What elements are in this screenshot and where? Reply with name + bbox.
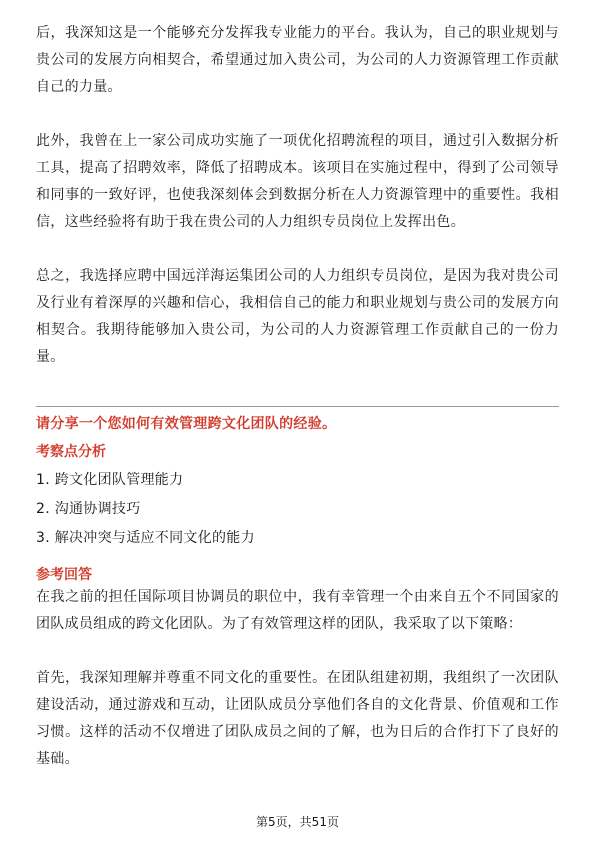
body-paragraph: 此外，我曾在上一家公司成功实施了一项优化招聘流程的项目，通过引入数据分析工具，提高了招聘效率，降低了招聘成本。该项目在实施过程中，得到了公司领导和同事的一致好评，也使我深刻体会到数据分析在人力资源管理中的重要性。我相信，这些经验将有助于我在贵公司的人力组织专员岗位上发挥出色。 xyxy=(36,133,559,230)
section-divider xyxy=(36,406,559,407)
body-paragraph: 在我之前的担任国际项目协调员的职位中，我有幸管理一个由来自五个不同国家的团队成员组成的跨文化团队。为了有效管理这样的团队，我采取了以下策略： xyxy=(36,589,559,632)
interview-question: 请分享一个您如何有效管理跨文化团队的经验。 xyxy=(36,416,337,432)
body-paragraph: 总之，我选择应聘中国远洋海运集团公司的人力组织专员岗位，是因为我对贵公司及行业有着深厚的兴趣和信心，我相信自己的能力和职业规划与贵公司的发展方向相契合。我期待能够加入贵公司，为公司的人力资源管理工作贡献自己的一份力量。 xyxy=(36,268,559,365)
body-paragraph: 后，我深知这是一个能够充分发挥我专业能力的平台。我认为，自己的职业规划与贵公司的发展方向相契合，希望通过加入贵公司，为公司的人力资源管理工作贡献自己的力量。 xyxy=(36,25,559,95)
assessment-item: 2. 沟通协调技巧 xyxy=(36,501,141,517)
body-paragraph: 首先，我深知理解并尊重不同文化的重要性。在团队组建初期，我组织了一次团队建设活动，通过游戏和互动，让团队成员分享他们各自的文化背景、价值观和工作习惯。这样的活动不仅增进了团队成员之间的了解，也为日后的合作打下了良好的基础。 xyxy=(36,670,559,767)
reference-heading: 参考回答 xyxy=(36,567,92,583)
assessment-item: 3. 解决冲突与适应不同文化的能力 xyxy=(36,530,255,546)
assessment-heading: 考察点分析 xyxy=(36,444,106,460)
assessment-item: 1. 跨文化团队管理能力 xyxy=(36,472,184,488)
page-number: 第5页，共51页 xyxy=(256,815,339,829)
